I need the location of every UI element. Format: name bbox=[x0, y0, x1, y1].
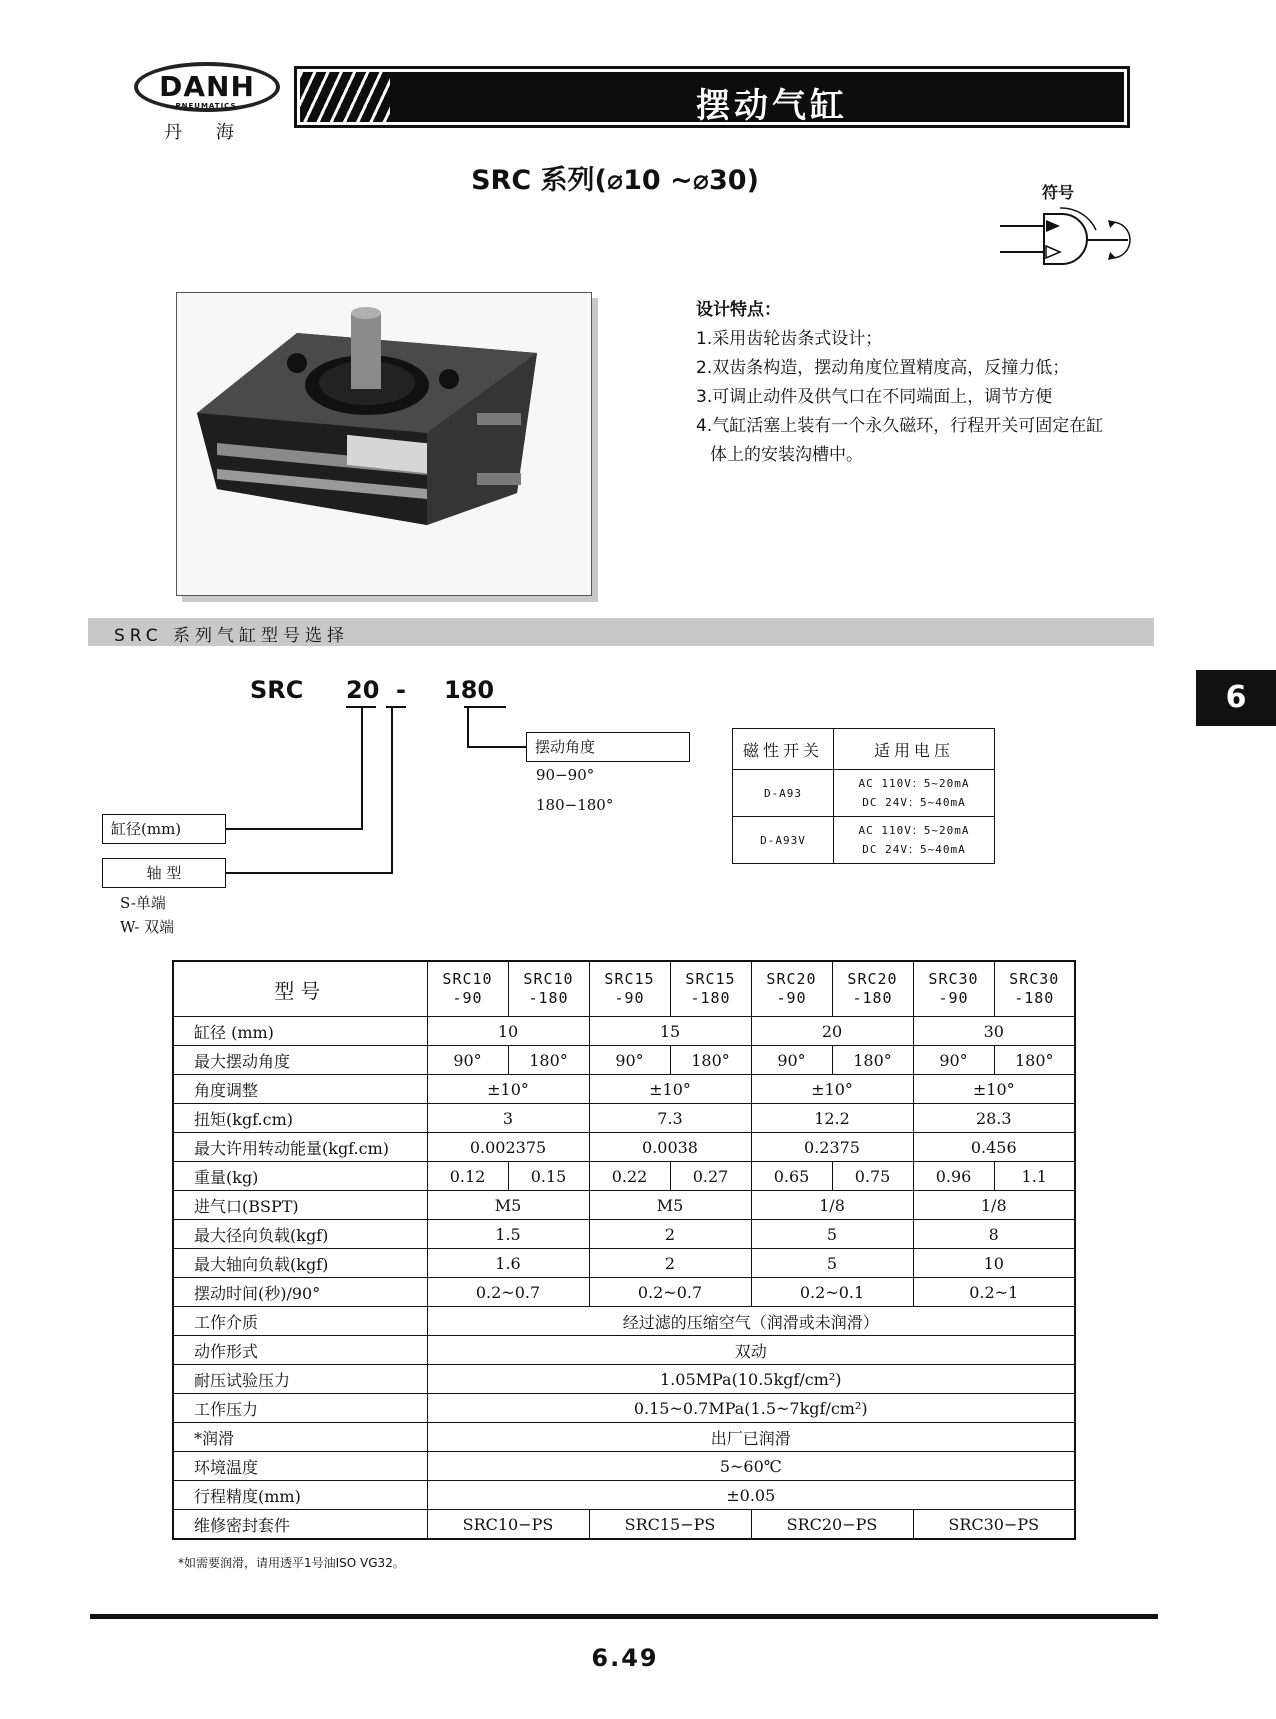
table-row bbox=[173, 1307, 1075, 1336]
brand-name-cn: 丹 海 bbox=[164, 122, 248, 143]
table-cell: 90° bbox=[913, 1046, 994, 1075]
table-row bbox=[173, 1220, 1075, 1249]
table-cell: ±10° bbox=[913, 1075, 1075, 1104]
table-cell: 0.75 bbox=[832, 1162, 913, 1191]
angle-label-box: 摆动角度 bbox=[526, 732, 690, 762]
code-bore: 20 bbox=[346, 676, 380, 704]
model-angle: -90 bbox=[776, 989, 807, 1007]
chapter-tab: 6 bbox=[1196, 670, 1276, 726]
feature-item: 2.双齿条构造，摆动角度位置精度高，反撞力低； bbox=[696, 358, 1070, 378]
model-code: SRC20 bbox=[766, 970, 817, 988]
table-row bbox=[173, 1423, 1075, 1452]
voltage-line: AC 110V：5~20mA bbox=[858, 777, 970, 790]
series-title: SRC 系列(⌀10 ~⌀30) bbox=[471, 165, 759, 196]
row-label: 耐压试验压力 bbox=[173, 1365, 427, 1394]
magnetic-switch-table bbox=[732, 728, 995, 864]
feature-item: 3.可调止动件及供气口在不同端面上，调节方便 bbox=[696, 387, 1053, 407]
row-label: 工作介质 bbox=[173, 1307, 427, 1336]
model-angle: -180 bbox=[852, 989, 893, 1007]
model-angle: -180 bbox=[1014, 989, 1055, 1007]
table-cell: 5~60℃ bbox=[427, 1452, 1075, 1481]
switch-model: D-A93 bbox=[733, 770, 834, 817]
logo-subtext: PNEUMATICS bbox=[175, 102, 237, 110]
model-angle: -90 bbox=[614, 989, 645, 1007]
table-row bbox=[173, 1104, 1075, 1133]
code-prefix: SRC bbox=[250, 676, 304, 704]
voltage-header: 适用电压 bbox=[834, 729, 995, 770]
model-code: SRC10 bbox=[523, 970, 574, 988]
row-label: 摆动时间(秒)/90° bbox=[173, 1278, 427, 1307]
angle-underline bbox=[464, 706, 506, 708]
row-label: 角度调整 bbox=[173, 1075, 427, 1104]
model-column-header bbox=[913, 961, 994, 1017]
angle-option: 90−90° bbox=[536, 766, 595, 784]
row-label: 维修密封套件 bbox=[173, 1510, 427, 1540]
table-row bbox=[173, 1191, 1075, 1220]
table-row bbox=[173, 1452, 1075, 1481]
model-code: SRC20 bbox=[847, 970, 898, 988]
table-cell: ±0.05 bbox=[427, 1481, 1075, 1510]
row-label: *润滑 bbox=[173, 1423, 427, 1452]
symbol-label: 符号 bbox=[1041, 183, 1074, 202]
table-cell: 8 bbox=[913, 1220, 1075, 1249]
shaft-connector bbox=[391, 706, 393, 874]
row-label: 最大径向负载(kgf) bbox=[173, 1220, 427, 1249]
logo-text: DANH bbox=[159, 70, 255, 103]
table-cell: 双动 bbox=[427, 1336, 1075, 1365]
voltage-line: AC 110V：5~20mA bbox=[858, 824, 970, 837]
table-cell: 180° bbox=[670, 1046, 751, 1075]
voltage-line: DC 24V：5~40mA bbox=[862, 843, 966, 856]
bore-connector bbox=[226, 828, 363, 830]
feature-item: 4.气缸活塞上装有一个永久磁环，行程开关可固定在缸 bbox=[696, 416, 1104, 436]
row-label: 最大轴向负载(kgf) bbox=[173, 1249, 427, 1278]
row-label: 最大许用转动能量(kgf.cm) bbox=[173, 1133, 427, 1162]
table-cell: 10 bbox=[427, 1017, 589, 1046]
model-column-header bbox=[508, 961, 589, 1017]
shaft-underline bbox=[386, 706, 406, 708]
row-label: 环境温度 bbox=[173, 1452, 427, 1481]
model-column-header bbox=[589, 961, 670, 1017]
table-cell: 出厂已润滑 bbox=[427, 1423, 1075, 1452]
model-code: SRC10 bbox=[442, 970, 493, 988]
table-cell: 经过滤的压缩空气（润滑或未润滑） bbox=[427, 1307, 1075, 1336]
model-code: SRC30 bbox=[928, 970, 979, 988]
table-row bbox=[173, 1017, 1075, 1046]
table-cell: 1/8 bbox=[913, 1191, 1075, 1220]
model-column-header bbox=[994, 961, 1075, 1017]
table-cell: 1.1 bbox=[994, 1162, 1075, 1191]
table-cell: 180° bbox=[832, 1046, 913, 1075]
model-angle: -180 bbox=[690, 989, 731, 1007]
table-cell: ±10° bbox=[751, 1075, 913, 1104]
table-cell: SRC15−PS bbox=[589, 1510, 751, 1540]
table-row bbox=[173, 1365, 1075, 1394]
table-cell: 0.22 bbox=[589, 1162, 670, 1191]
table-cell: M5 bbox=[589, 1191, 751, 1220]
model-angle: -90 bbox=[452, 989, 483, 1007]
table-cell: 0.96 bbox=[913, 1162, 994, 1191]
bore-label-box: 缸径(mm) bbox=[102, 814, 226, 844]
table-cell: 0.456 bbox=[913, 1133, 1075, 1162]
bore-connector bbox=[361, 706, 363, 830]
feature-item: 体上的安装沟槽中。 bbox=[710, 445, 863, 465]
angle-connector bbox=[467, 706, 469, 748]
section-title: SRC 系列气缸型号选择 bbox=[114, 626, 350, 646]
table-row bbox=[173, 1075, 1075, 1104]
table-cell: 0.12 bbox=[427, 1162, 508, 1191]
table-row bbox=[173, 1481, 1075, 1510]
table-row bbox=[173, 1046, 1075, 1075]
features-heading: 设计特点： bbox=[696, 300, 781, 320]
section-header bbox=[88, 618, 1154, 646]
table-row bbox=[173, 1510, 1075, 1540]
row-label: 扭矩(kgf.cm) bbox=[173, 1104, 427, 1133]
switch-model: D-A93V bbox=[733, 817, 834, 864]
row-label: 工作压力 bbox=[173, 1394, 427, 1423]
table-cell: 90° bbox=[589, 1046, 670, 1075]
feature-item: 1.采用齿轮齿条式设计； bbox=[696, 329, 883, 349]
page-title: 摆动气缸 bbox=[696, 86, 848, 122]
switch-voltage bbox=[834, 770, 995, 817]
model-column-header bbox=[427, 961, 508, 1017]
table-cell: 30 bbox=[913, 1017, 1075, 1046]
code-angle: 180 bbox=[444, 676, 495, 704]
rotary-actuator-symbol-icon bbox=[1000, 200, 1140, 276]
design-features bbox=[696, 296, 1166, 470]
table-cell: 10 bbox=[913, 1249, 1075, 1278]
angle-connector bbox=[467, 746, 527, 748]
switch-voltage bbox=[834, 817, 995, 864]
table-cell: 0.2~1 bbox=[913, 1278, 1075, 1307]
table-cell: 2 bbox=[589, 1220, 751, 1249]
specification-table bbox=[172, 960, 1076, 1540]
code-dash: - bbox=[396, 676, 406, 704]
product-photo bbox=[176, 292, 592, 596]
row-label: 进气口(BSPT) bbox=[173, 1191, 427, 1220]
table-cell: 2 bbox=[589, 1249, 751, 1278]
table-cell: 28.3 bbox=[913, 1104, 1075, 1133]
table-row bbox=[173, 1133, 1075, 1162]
title-bar bbox=[294, 66, 1130, 128]
table-row bbox=[173, 1394, 1075, 1423]
table-cell: 90° bbox=[751, 1046, 832, 1075]
table-cell: M5 bbox=[427, 1191, 589, 1220]
footer-rule bbox=[90, 1614, 1158, 1619]
row-label: 重量(kg) bbox=[173, 1162, 427, 1191]
shaft-option: W- 双端 bbox=[120, 918, 175, 936]
shaft-connector bbox=[226, 872, 393, 874]
table-cell: 5 bbox=[751, 1220, 913, 1249]
model-code: SRC15 bbox=[604, 970, 655, 988]
table-cell: 180° bbox=[994, 1046, 1075, 1075]
table-row bbox=[173, 1336, 1075, 1365]
table-cell: 3 bbox=[427, 1104, 589, 1133]
table-row bbox=[173, 1249, 1075, 1278]
model-header: 型号 bbox=[173, 961, 427, 1017]
model-column-header bbox=[670, 961, 751, 1017]
table-cell: 180° bbox=[508, 1046, 589, 1075]
table-cell: 1.5 bbox=[427, 1220, 589, 1249]
table-cell: 1/8 bbox=[751, 1191, 913, 1220]
model-angle: -90 bbox=[938, 989, 969, 1007]
table-cell: 0.0038 bbox=[589, 1133, 751, 1162]
table-cell: 0.15 bbox=[508, 1162, 589, 1191]
row-label: 缸径 (mm) bbox=[173, 1017, 427, 1046]
table-cell: 5 bbox=[751, 1249, 913, 1278]
table-cell: 0.2~0.7 bbox=[427, 1278, 589, 1307]
model-column-header bbox=[832, 961, 913, 1017]
table-cell: 20 bbox=[751, 1017, 913, 1046]
model-code: SRC15 bbox=[685, 970, 736, 988]
table-cell: 0.002375 bbox=[427, 1133, 589, 1162]
shaft-option: S-单端 bbox=[120, 894, 166, 912]
table-cell: 1.05MPa(10.5kgf/cm²) bbox=[427, 1365, 1075, 1394]
row-label: 最大摆动角度 bbox=[173, 1046, 427, 1075]
model-code: SRC30 bbox=[1009, 970, 1060, 988]
table-cell: 0.2~0.7 bbox=[589, 1278, 751, 1307]
model-column-header bbox=[751, 961, 832, 1017]
angle-option: 180−180° bbox=[536, 796, 614, 814]
table-cell: 12.2 bbox=[751, 1104, 913, 1133]
table-cell: SRC30−PS bbox=[913, 1510, 1075, 1540]
voltage-line: DC 24V：5~40mA bbox=[862, 796, 966, 809]
table-cell: SRC10−PS bbox=[427, 1510, 589, 1540]
table-cell: 7.3 bbox=[589, 1104, 751, 1133]
table-row bbox=[173, 1162, 1075, 1191]
row-label: 行程精度(mm) bbox=[173, 1481, 427, 1510]
table-cell: 15 bbox=[589, 1017, 751, 1046]
footnote: *如需要润滑，请用透平1号油ISO VG32。 bbox=[178, 1556, 405, 1570]
table-cell: 0.2375 bbox=[751, 1133, 913, 1162]
table-cell: 0.65 bbox=[751, 1162, 832, 1191]
table-row bbox=[173, 1278, 1075, 1307]
danh-logo bbox=[134, 60, 284, 144]
table-cell: 1.6 bbox=[427, 1249, 589, 1278]
shaft-label-box: 轴 型 bbox=[102, 858, 226, 888]
table-cell: ±10° bbox=[589, 1075, 751, 1104]
page-number: 6.49 bbox=[591, 1644, 659, 1672]
switch-header: 磁性开关 bbox=[733, 729, 834, 770]
table-cell: 90° bbox=[427, 1046, 508, 1075]
table-cell: ±10° bbox=[427, 1075, 589, 1104]
row-label: 动作形式 bbox=[173, 1336, 427, 1365]
table-cell: 0.2~0.1 bbox=[751, 1278, 913, 1307]
table-cell: 0.27 bbox=[670, 1162, 751, 1191]
model-angle: -180 bbox=[528, 989, 569, 1007]
table-cell: SRC20−PS bbox=[751, 1510, 913, 1540]
table-cell: 0.15~0.7MPa(1.5~7kgf/cm²) bbox=[427, 1394, 1075, 1423]
